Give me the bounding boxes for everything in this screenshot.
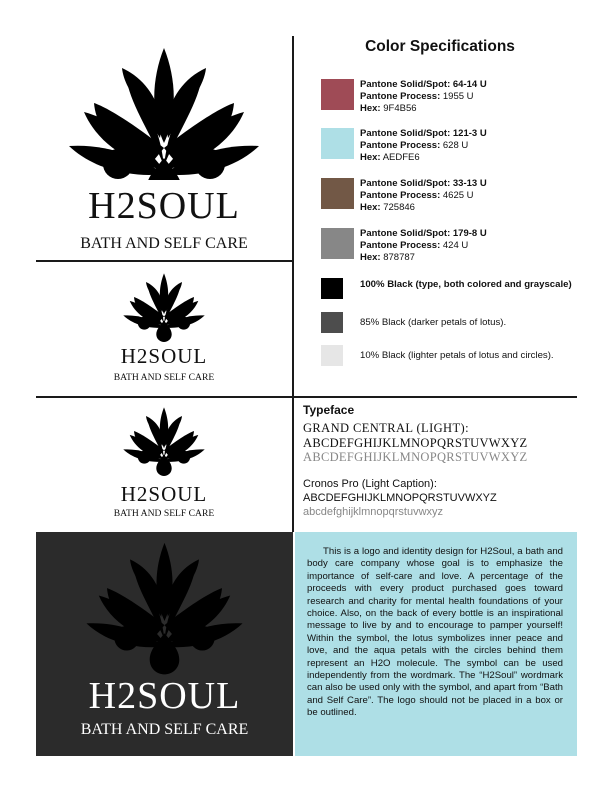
swatch-row-aqua [321,128,487,164]
swatch-row-gray [321,228,487,264]
black-85-text: 85% Black (darker petals of lotus). [360,317,507,328]
black-100-text: 100% Black (type, both colored and grayscale) [360,279,572,290]
font2-name: Cronos Pro (Light Caption): [303,478,437,490]
black-10-text: 10% Black (lighter petals of lotus and circles). [360,350,554,361]
divider-vertical [292,36,294,398]
pantone-process-label: Pantone Process: [360,240,441,251]
hex-label: Hex: [360,202,381,213]
swatch-black-85 [321,312,343,333]
hex-label: Hex: [360,252,381,263]
black-row-10 [321,345,554,366]
font1-uppercase-gray: ABCDEFGHIJKLMNOPQRSTUVWXYZ [303,450,528,464]
pantone-solid: Pantone Solid/Spot: 179-8 U [360,228,487,239]
hex-label: Hex: [360,103,381,114]
wordmark: H2SOUL [88,185,240,227]
swatch-gray [321,228,354,259]
pantone-process-label: Pantone Process: [360,91,441,102]
typeface-title: Typeface [303,403,355,417]
font1-name: GRAND CENTRAL (LIGHT): [303,421,469,435]
hex-value: 725846 [380,202,415,213]
color-specs-title: Color Specifications [365,38,515,55]
font2-lowercase: abcdefghijklmnopqrstuvwxyz [303,506,444,518]
swatch-brown [321,178,354,209]
wordmark: H2SOUL [88,675,241,717]
lotus-icon [36,270,292,342]
lotus-icon [36,404,292,476]
tagline: BATH AND SELF CARE [113,508,215,519]
hex-value: 878787 [380,252,415,263]
tagline: BATH AND SELF CARE [113,372,215,383]
pantone-process-value: 424 U [440,240,469,251]
tagline: BATH AND SELF CARE [80,721,249,738]
hex-label: Hex: [360,152,381,163]
pantone-process-label: Pantone Process: [360,140,441,151]
divider-logo-2 [36,396,577,398]
divider-vertical-typeface [292,396,294,532]
tagline: BATH AND SELF CARE [80,235,248,252]
pantone-process-label: Pantone Process: [360,190,441,201]
divider-logo-1 [36,260,292,262]
swatch-row-rose [321,79,487,115]
font2-uppercase: ABCDEFGHIJKLMNOPQRSTUVWXYZ [303,492,497,504]
description-text: This is a logo and identity design for H2Soul, a bath and body care company whose goal is to emphasize the importance of self-care and love. A percentage of the proceeds with every product purchased goes toward research and charity for mental health foundations of your choice. Also, on the back of every bottle is an inspirational message to live by and to encourage to pamper yourself! Within the symbol, the lotus symbolizes inner peace and love, and the aqua petals with the circles behind them represent an H2O molecule. The symbol can be used independently from the wordmark. The “H2Soul” wordmark can also be used only with the symbol, and apart from “Bath and Self Care”. The logo should not be placed in a box or be outlined. [307,546,563,719]
swatch-aqua [321,128,354,159]
lotus-icon [36,40,292,180]
pantone-process-value: 628 U [440,140,469,151]
wordmark: H2SOUL [120,482,208,506]
logo-primary [36,40,292,260]
logo-grayscale [36,404,292,528]
swatch-black-10 [321,345,343,366]
logo-reversed-panel [36,532,293,756]
swatch-rose [321,79,354,110]
hex-value: 9F4B56 [380,103,417,114]
swatch-row-brown [321,178,487,214]
description-panel [295,532,577,756]
pantone-process-value: 1955 U [440,91,474,102]
pantone-solid: Pantone Solid/Spot: 33-13 U [360,178,487,189]
black-row-100 [321,278,580,299]
hex-value: AEDFE6 [380,152,420,163]
pantone-solid: Pantone Solid/Spot: 64-14 U [360,79,487,90]
font1-uppercase: ABCDEFGHIJKLMNOPQRSTUVWXYZ [303,436,528,450]
logo-secondary [36,270,292,394]
wordmark: H2SOUL [120,344,208,368]
lotus-icon [36,538,293,676]
pantone-process-value: 4625 U [440,190,474,201]
swatch-black-100 [321,278,343,299]
pantone-solid: Pantone Solid/Spot: 121-3 U [360,128,487,139]
black-row-85 [321,312,506,333]
